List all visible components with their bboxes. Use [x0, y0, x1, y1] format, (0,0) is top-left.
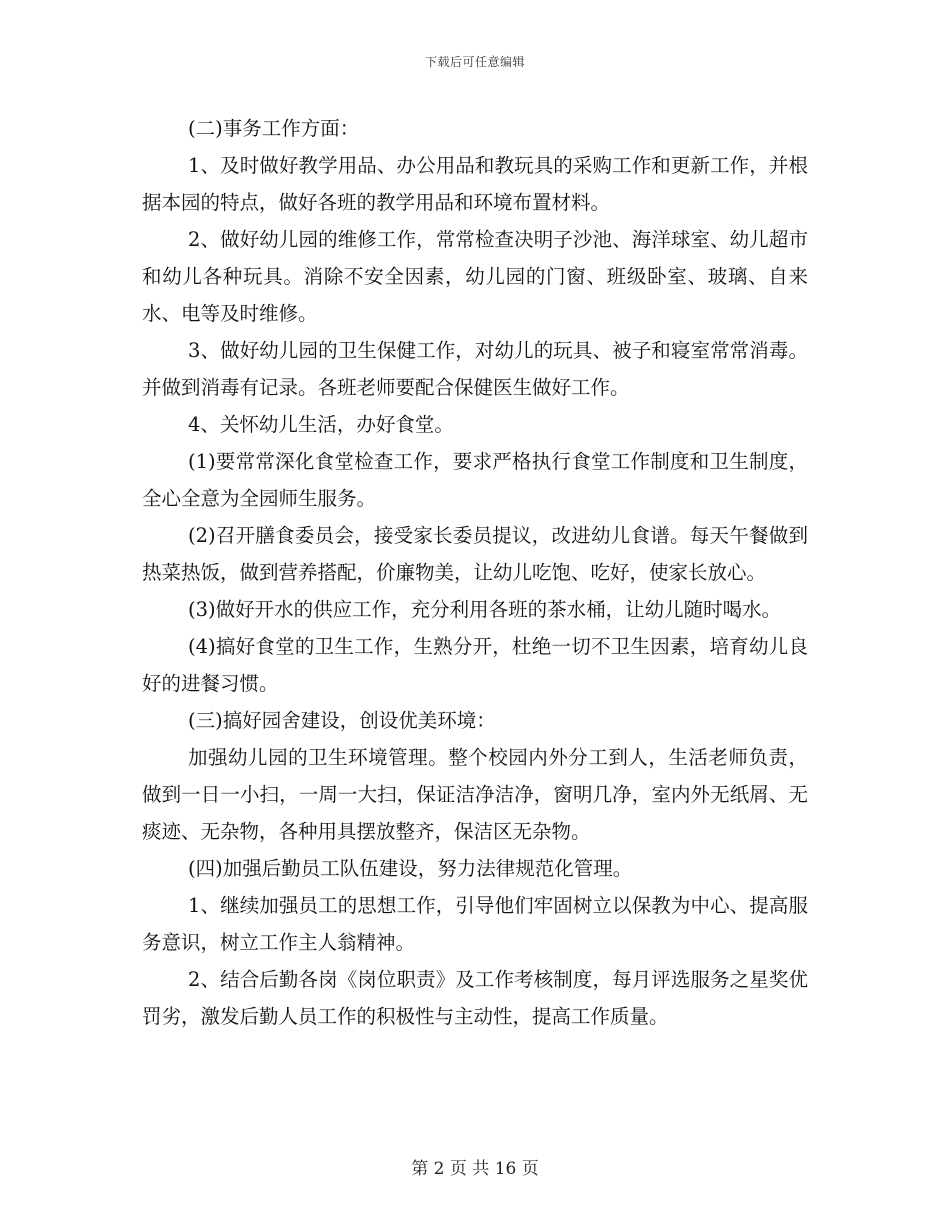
document-body [142, 110, 808, 1035]
page-header: 下载后可任意编辑 [424, 55, 525, 69]
paragraph: 1、继续加强员工的思想工作，引导他们牢固树立以保教为中心、提高服务意识，树立工作主人翁精神。 [142, 894, 808, 954]
paragraph: (4)搞好食堂的卫生工作，生熟分开，杜绝一切不卫生因素，培育幼儿良好的进餐习惯。 [142, 635, 808, 695]
section-heading-staff: (四)加强后勤员工队伍建设，努力法律规范化管理。 [188, 857, 633, 880]
paragraph: 1、及时做好教学用品、办公用品和教玩具的采购工作和更新工作，并根据本园的特点，做好各班的教学用品和环境布置材料。 [142, 154, 808, 214]
paragraph: 4、关怀幼儿生活，办好食堂。 [188, 413, 454, 436]
paragraph: (2)召开膳食委员会，接受家长委员提议，改进幼儿食谱。每天午餐做到热菜热饭，做到营养搭配，价廉物美，让幼儿吃饱、吃好，使家长放心。 [142, 524, 808, 584]
section-heading-campus: (三)搞好园舍建设，创设优美环境： [188, 709, 496, 732]
paragraph: 3、做好幼儿园的卫生保健工作，对幼儿的玩具、被子和寝室常常消毒。并做到消毒有记录。各班老师要配合保健医生做好工作。 [142, 339, 808, 399]
paragraph: (3)做好开水的供应工作，充分利用各班的茶水桶，让幼儿随时喝水。 [188, 598, 782, 621]
paragraph: 加强幼儿园的卫生环境管理。整个校园内外分工到人，生活老师负责，做到一日一小扫，一周一大扫，保证洁净洁净，窗明几净，室内外无纸屑、无痰迹、无杂物，各种用具摆放整齐，保洁区无杂物。 [142, 746, 808, 843]
paragraph: 2、结合后勤各岗《岗位职责》及工作考核制度，每月评选服务之星奖优罚劣，激发后勤人员工作的积极性与主动性，提高工作质量。 [142, 968, 808, 1028]
section-heading-affairs: (二)事务工作方面： [188, 117, 360, 140]
paragraph: 2、做好幼儿园的维修工作，常常检查决明子沙池、海洋球室、幼儿超市和幼儿各种玩具。消除不安全因素，幼儿园的门窗、班级卧室、玻璃、自来水、电等及时维修。 [142, 228, 808, 325]
page-number-footer: 第 2 页 共 16 页 [411, 1159, 539, 1179]
paragraph: (1)要常常深化食堂检查工作，要求严格执行食堂工作制度和卫生制度，全心全意为全园师生服务。 [142, 450, 808, 510]
